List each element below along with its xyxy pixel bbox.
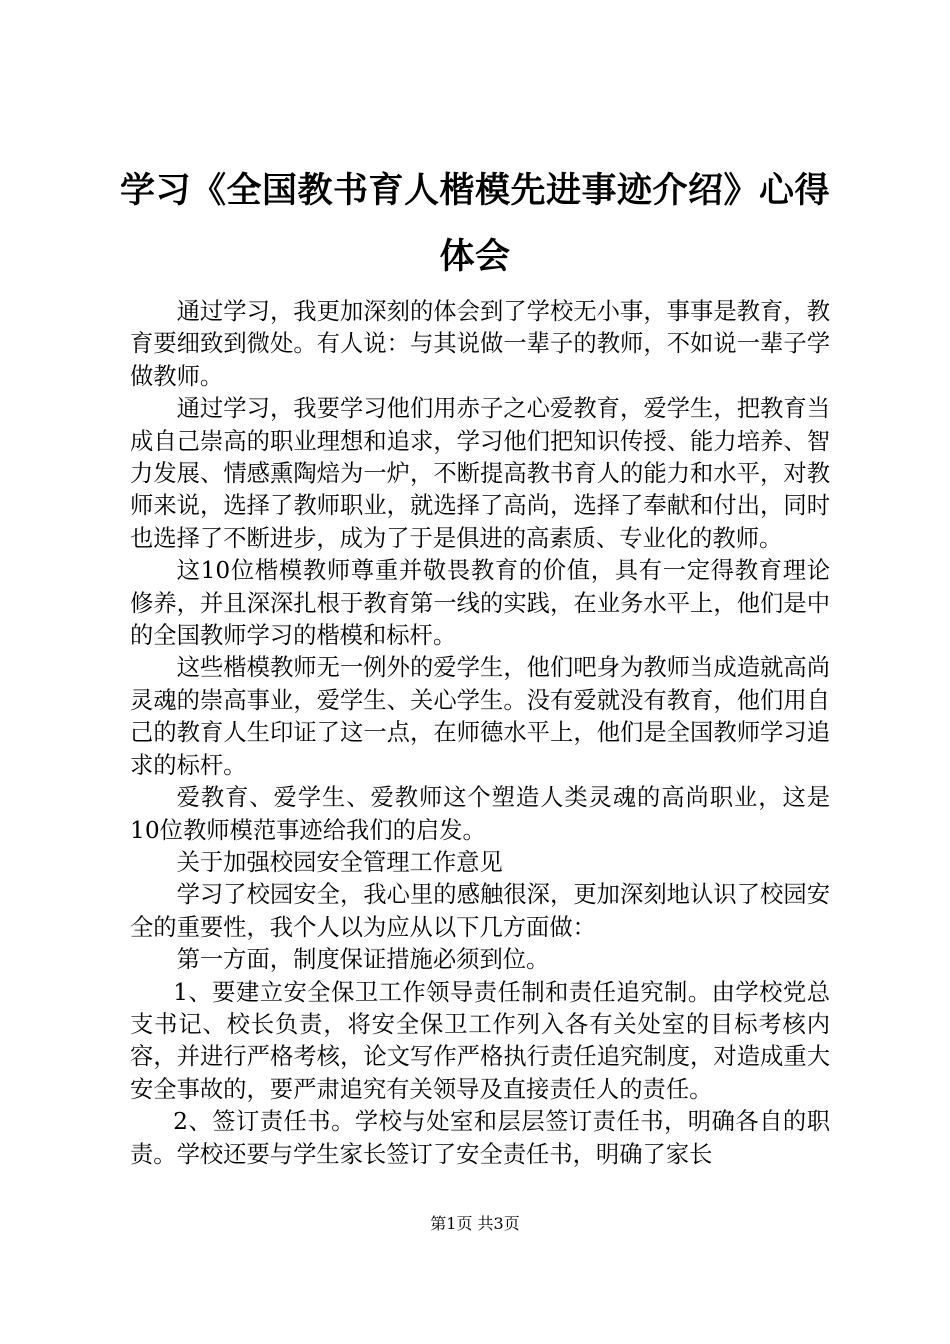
paragraph: 爱教育、爱学生、爱教师这个塑造人类灵魂的高尚职业，这是10位教师模范事迹给我们的启发。 — [130, 784, 830, 844]
paragraph: 1、要建立安全保卫工作领导责任制和责任追究制。由学校党总支书记、校长负责，将安全保卫工作列入各有关处室的目标考核内容，并进行严格考核，论文写作严格执行责任追究制度，对造成重大安全事故的，要严肃追究有关领导及直接责任人的责任。 — [130, 978, 830, 1103]
paragraph: 第一方面，制度保证措施必须到位。 — [176, 946, 550, 974]
paragraph: 学习了校园安全，我心里的感触很深，更加深刻地认识了校园安全的重要性，我个人以为应从以下几方面做： — [130, 881, 830, 941]
document-body — [130, 296, 830, 1171]
section-heading: 关于加强校园安全管理工作意见 — [176, 848, 503, 876]
page-footer: 第1页 共3页 — [430, 1214, 520, 1233]
paragraph: 2、签订责任书。学校与处室和层层签订责任书，明确各自的职责。学校还要与学生家长签订了安全责任书，明确了家长 — [130, 1108, 830, 1168]
paragraph: 这10位楷模教师尊重并敬畏教育的价值，具有一定得教育理论修养，并且深深扎根于教育第一线的实践，在业务水平上，他们是中的全国教师学习的楷模和标杆。 — [130, 557, 830, 650]
paragraph: 这些楷模教师无一例外的爱学生，他们吧身为教师当成造就高尚灵魂的崇高事业，爱学生、关心学生。没有爱就没有教育，他们用自己的教育人生印证了这一点，在师德水平上，他们是全国教师学习追求的标杆。 — [130, 654, 830, 779]
paragraph: 通过学习，我要学习他们用赤子之心爱教育，爱学生，把教育当成自己崇高的职业理想和追求，学习他们把知识传授、能力培养、智力发展、情感熏陶焙为一炉，不断提高教书育人的能力和水平，对教师来说，选择了教师职业，就选择了高尚，选择了奉献和付出，同时也选择了不断进步，成为了于是俱进的高素质、专业化的教师。 — [130, 395, 830, 552]
paragraph: 通过学习，我更加深刻的体会到了学校无小事，事事是教育，教育要细致到微处。有人说：与其说做一辈子的教师，不如说一辈子学做教师。 — [130, 298, 830, 390]
document-title: 学习《全国教书育人楷模先进事迹介绍》心得体会 — [120, 171, 831, 277]
